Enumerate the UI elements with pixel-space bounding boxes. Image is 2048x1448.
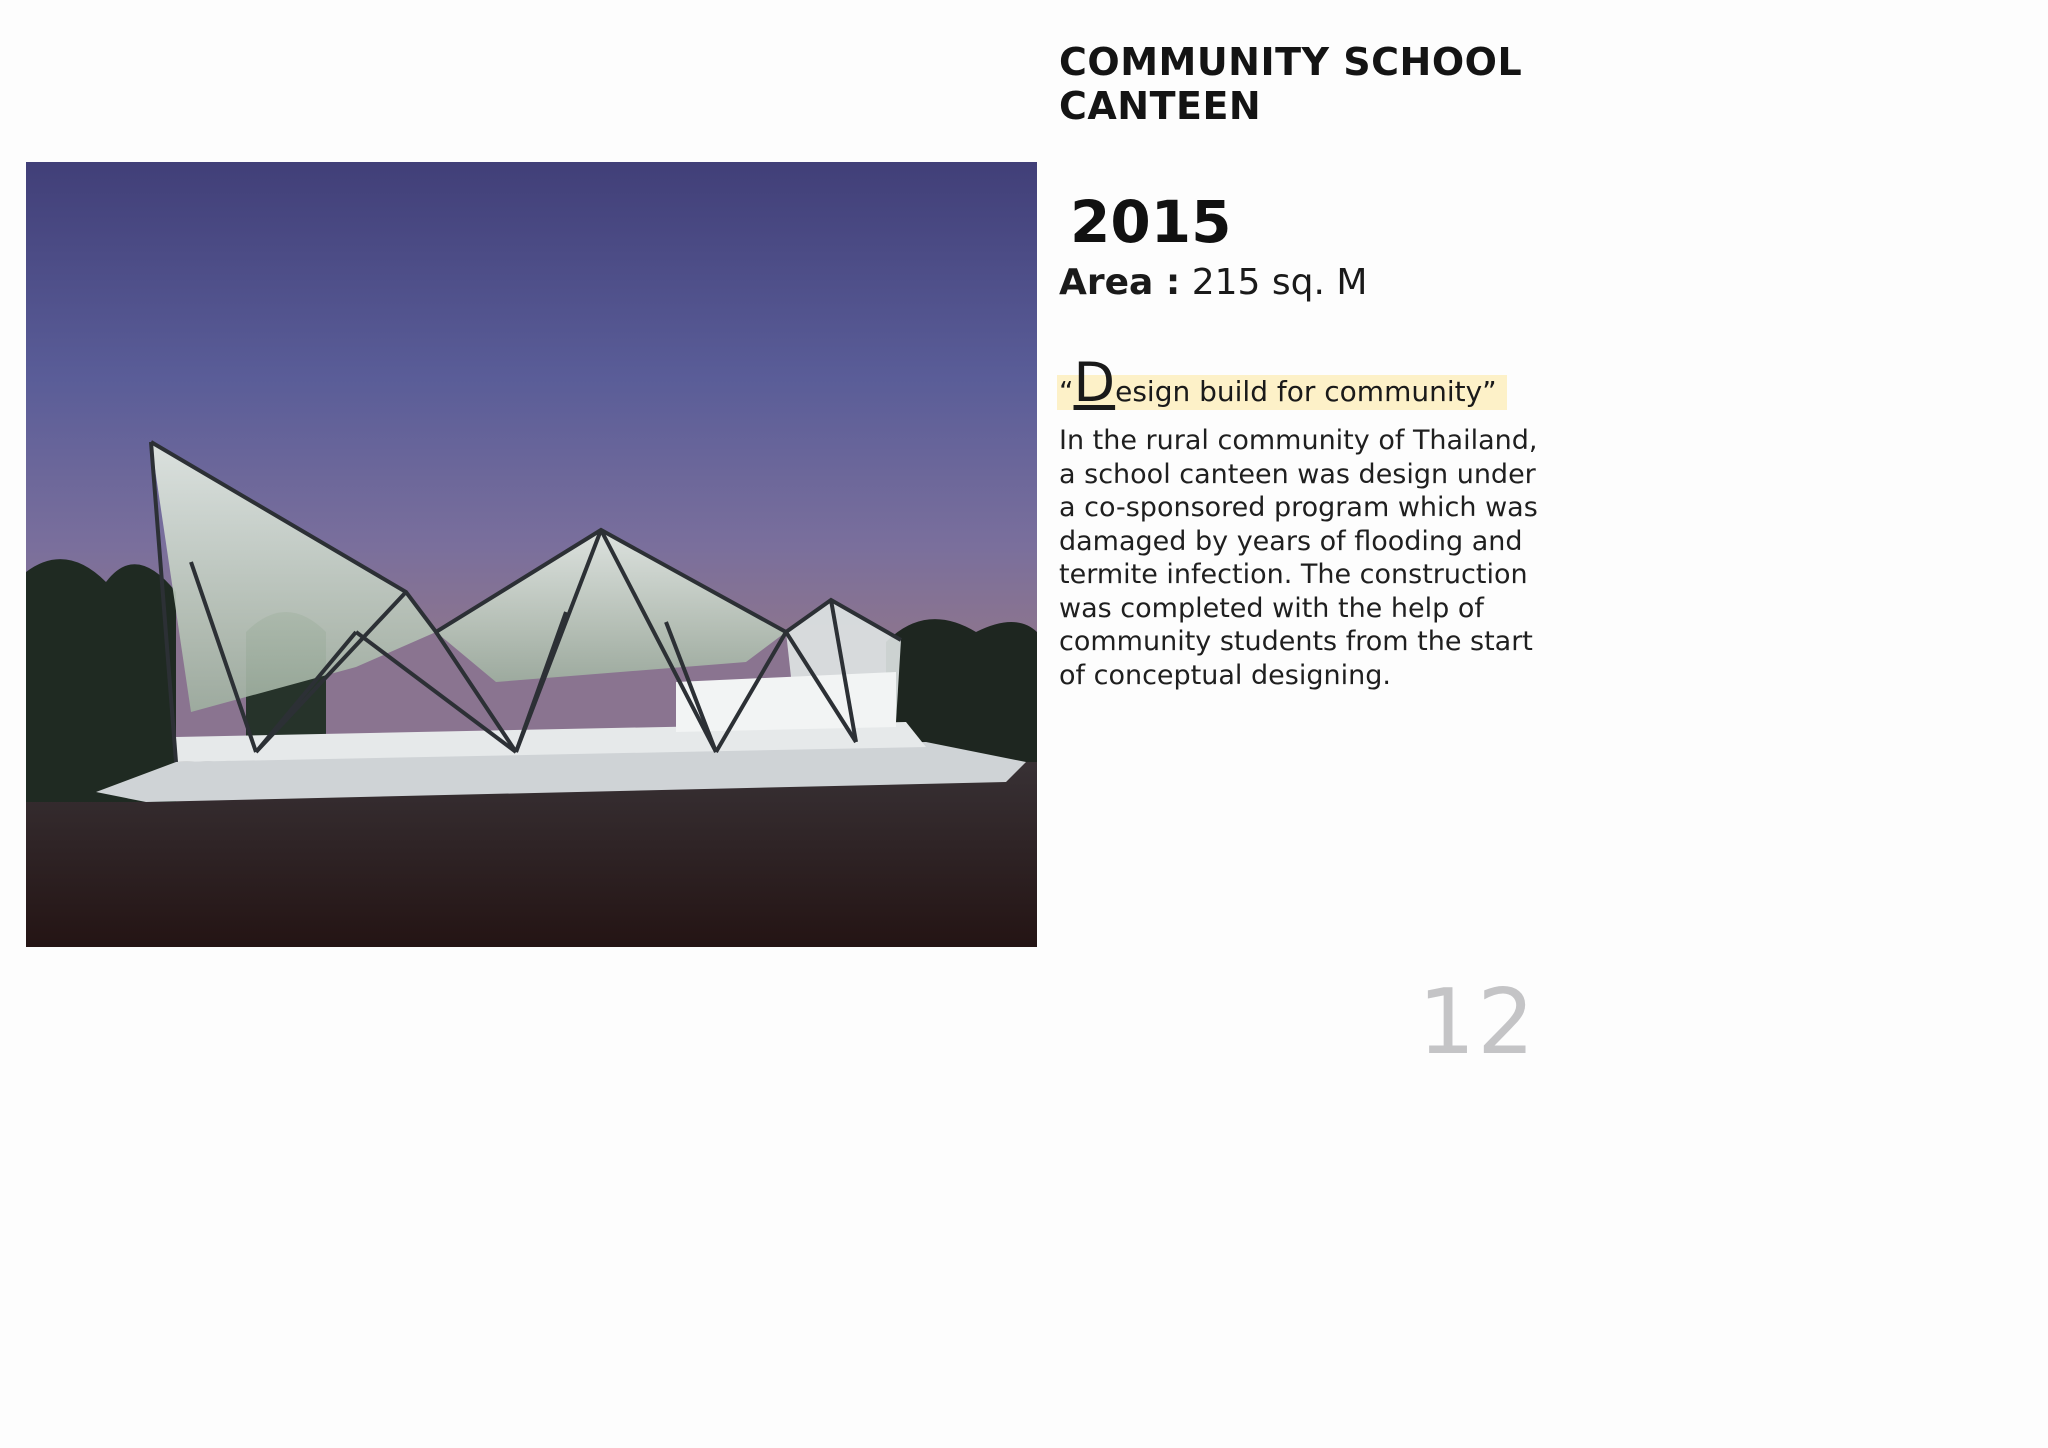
project-title: COMMUNITY SCHOOL CANTEEN — [1059, 40, 1523, 128]
project-year: 2015 — [1070, 188, 1232, 256]
area-label: Area : — [1059, 262, 1181, 303]
project-description: In the rural community of Thailand, a school canteen was design under a co-sponsored program which was damaged by years of flooding and termite infection. The construction was completed with the help of community students from the start of conceptual designing. — [1059, 425, 1538, 691]
canteen-night-photo — [26, 162, 1037, 947]
project-tagline — [1057, 351, 1507, 414]
tagline-highlight — [1057, 351, 1507, 414]
quote-open-mark: “ — [1059, 375, 1074, 408]
area-value: 215 sq. M — [1191, 262, 1368, 303]
page-number: 12 — [1418, 970, 1537, 1075]
project-area — [1059, 261, 1367, 305]
tagline-text: esign build for community” — [1115, 375, 1497, 408]
tagline-drop-initial: D — [1073, 351, 1116, 414]
